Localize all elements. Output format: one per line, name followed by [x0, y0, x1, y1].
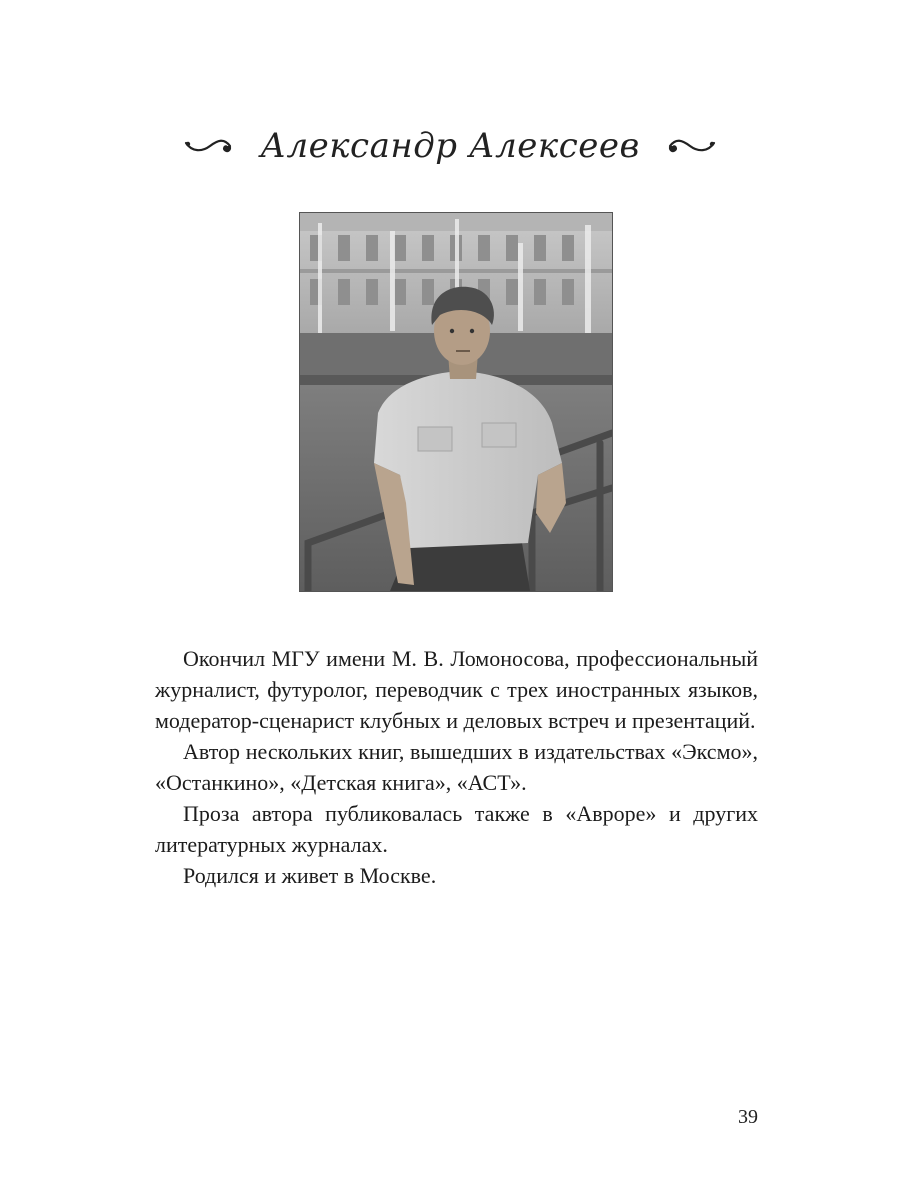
author-header — [0, 118, 900, 174]
ornament-right-icon — [666, 134, 716, 158]
page-number: 39 — [738, 1106, 758, 1128]
author-bio — [155, 643, 758, 891]
bio-paragraph: Окончил МГУ имени М. В. Ломоносова, профессиональный журналист, футуролог, переводчик с трех иностранных языков, модератор-сценарист клубных и деловых встреч и презентаций. — [155, 646, 758, 733]
bio-paragraph: Родился и живет в Москве. — [183, 863, 437, 888]
author-name: Александр Алексеев — [260, 126, 640, 166]
bio-paragraph: Автор нескольких книг, вышедших в издательствах «Эксмо», «Останкино», «Детская книга», «АСТ». — [155, 739, 758, 795]
bio-paragraph: Проза автора публиковалась также в «Авроре» и других литературных журналах. — [155, 801, 758, 857]
author-photo — [299, 212, 613, 592]
author-photo-image — [300, 213, 612, 591]
ornament-left-icon — [184, 134, 234, 158]
